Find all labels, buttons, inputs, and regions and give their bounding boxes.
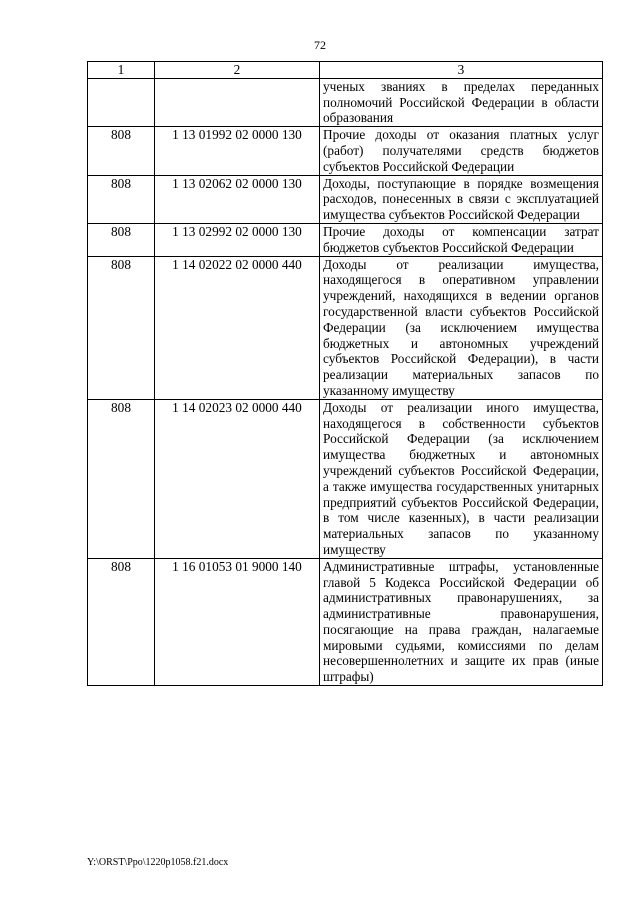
table-row [88, 78, 603, 126]
description-cell: Прочие доходы от компенсации затрат бюджетов субъектов Российской Федерации [320, 223, 603, 256]
admin-code-cell: 808 [88, 175, 155, 223]
description-cell: Доходы от реализации имущества, находящегося в оперативном управлении учреждений, находящихся в ведении органов государственной власти субъектов Российской Федерации (за исключением имущества бюджетных и автономных учреждений субъектов Российской Федерации), в части реализации материальных запасов по указанному имуществу [320, 256, 603, 399]
table-row [88, 558, 603, 685]
budget-codes-table [87, 61, 603, 686]
admin-code-cell: 808 [88, 223, 155, 256]
description-cell: Прочие доходы от оказания платных услуг (работ) получателями средств бюджетов субъектов Российской Федерации [320, 127, 603, 175]
revenue-code-cell: 1 14 02023 02 0000 440 [155, 399, 320, 558]
revenue-code-cell: 1 16 01053 01 9000 140 [155, 558, 320, 685]
description-cell: Доходы от реализации иного имущества, находящегося в собственности субъектов Российской Федерации (за исключением имущества бюджетных и автономных учреждений субъектов Российской Федерации, а также имущества государственных унитарных предприятий субъектов Российской Федерации, в том числе казенных), в части реализации материальных запасов по указанному имуществу [320, 399, 603, 558]
admin-code-cell: 808 [88, 558, 155, 685]
table-row [88, 127, 603, 175]
revenue-code-cell: 1 13 01992 02 0000 130 [155, 127, 320, 175]
description-cell: Доходы, поступающие в порядке возмещения расходов, понесенных в связи с эксплуатацией имущества субъектов Российской Федерации [320, 175, 603, 223]
description-cell: ученых званиях в пределах переданных полномочий Российской Федерации в области образования [320, 78, 603, 126]
column-header: 3 [320, 62, 603, 79]
admin-code-cell: 808 [88, 127, 155, 175]
admin-code-cell [88, 78, 155, 126]
table-row [88, 256, 603, 399]
column-header: 1 [88, 62, 155, 79]
table-row [88, 399, 603, 558]
revenue-code-cell [155, 78, 320, 126]
revenue-code-cell: 1 13 02062 02 0000 130 [155, 175, 320, 223]
description-cell: Административные штрафы, установленные главой 5 Кодекса Российской Федерации об административных правонарушениях, за административные правонарушения, посягающие на права граждан, налагаемые мировыми судьями, комиссиями по делам несовершеннолетних и защите их прав (иные штрафы) [320, 558, 603, 685]
revenue-code-cell: 1 14 02022 02 0000 440 [155, 256, 320, 399]
table-row [88, 175, 603, 223]
table-row [88, 223, 603, 256]
admin-code-cell: 808 [88, 399, 155, 558]
revenue-code-cell: 1 13 02992 02 0000 130 [155, 223, 320, 256]
footer-file-path: Y:\ORST\Ppo\1220p1058.f21.docx [87, 857, 229, 868]
page-number: 72 [314, 38, 326, 52]
column-header: 2 [155, 62, 320, 79]
admin-code-cell: 808 [88, 256, 155, 399]
table-header-row [88, 62, 603, 79]
